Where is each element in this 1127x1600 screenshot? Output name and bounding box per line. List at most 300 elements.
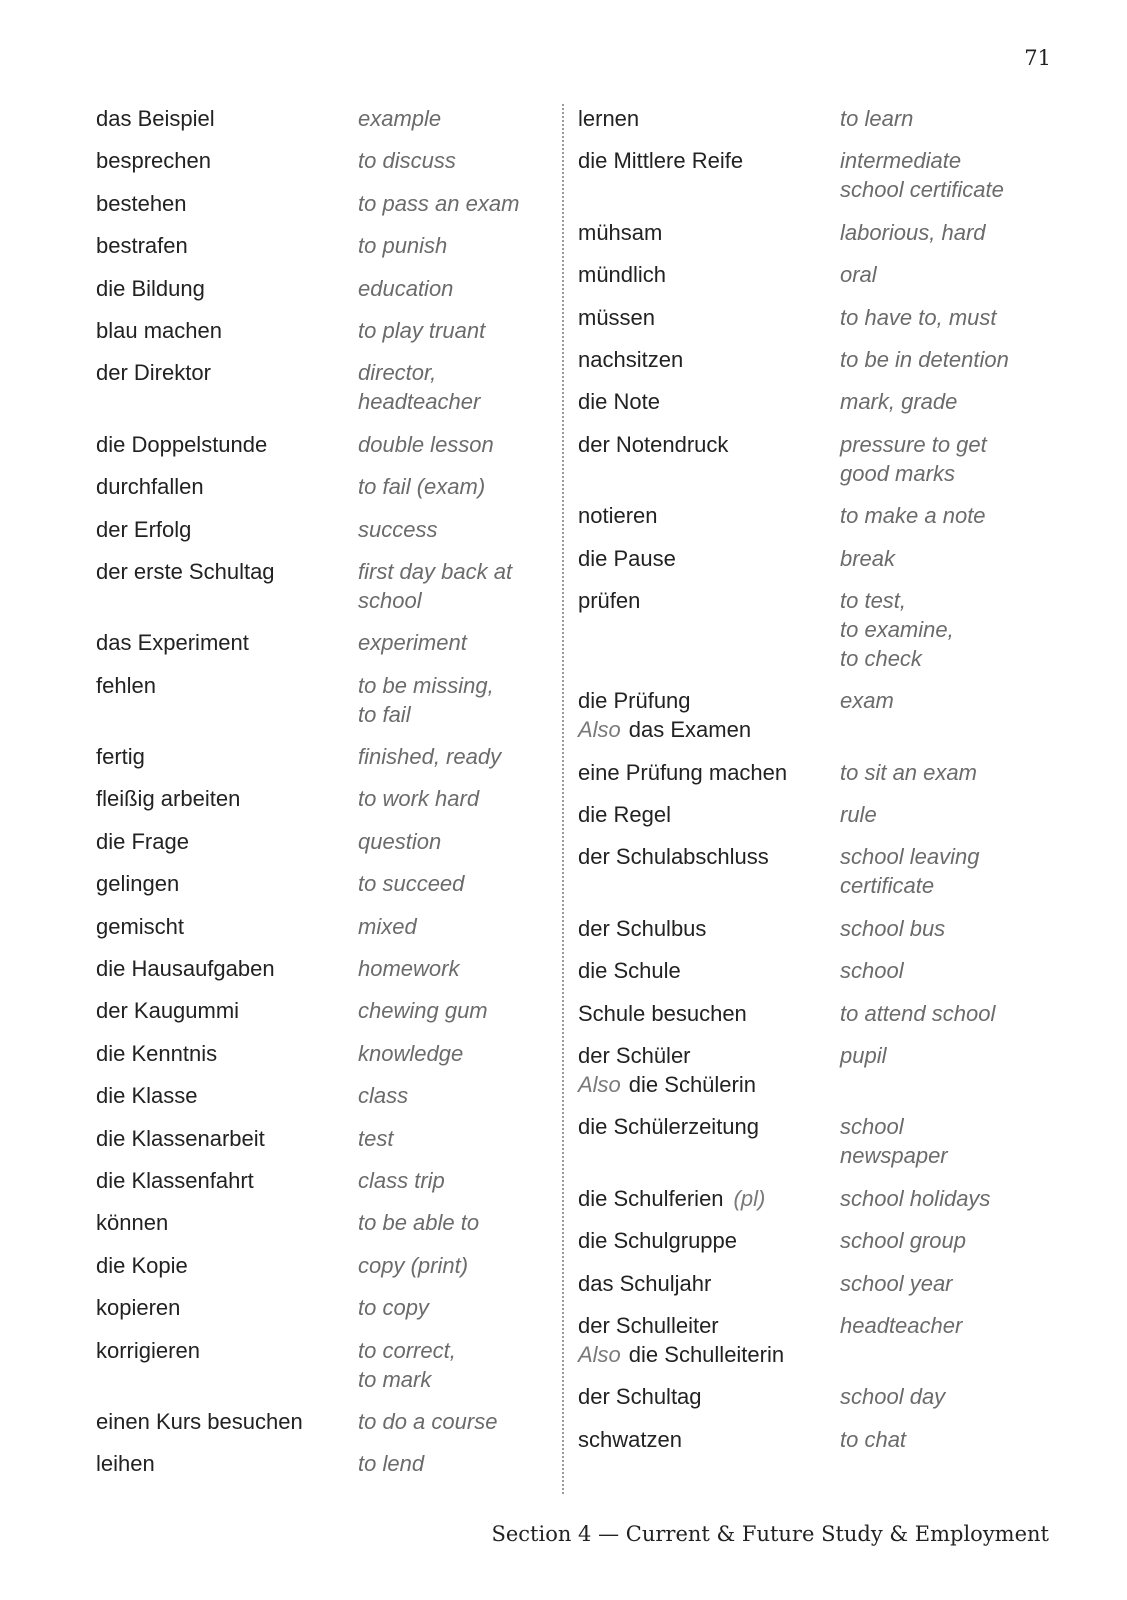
translation-line: experiment [358,630,467,656]
german-word: bestehen [96,190,187,216]
vocab-entry [578,387,1048,416]
german-term [96,742,358,771]
vocab-entry [96,274,546,303]
english-translation [358,472,546,501]
translation-line: headteacher [358,389,481,415]
translation-line: class [358,1083,409,1109]
vocab-entry [578,218,1048,247]
german-term [96,557,358,586]
german-term [578,956,840,985]
german-term [578,758,840,787]
german-word: bestrafen [96,233,188,259]
translation-line: to examine, [840,616,954,642]
vocab-entry [96,1208,546,1237]
german-word: die Hausaufgaben [96,956,275,982]
german-word: mühsam [578,219,663,245]
english-translation [358,1251,546,1280]
translation-line: school group [840,1228,966,1254]
translation-line: to do a course [358,1408,498,1434]
english-translation [358,1449,546,1478]
german-word: der erste Schultag [96,558,275,584]
english-translation [840,345,1048,374]
translation-line: to make a note [840,503,986,529]
german-word: schwatzen [578,1426,682,1452]
english-translation [840,842,1048,900]
vocab-entry [96,472,546,501]
alternative-term [578,1070,840,1099]
also-label: Also [578,1072,621,1098]
german-term [578,218,840,247]
alternative-word: das Examen [628,717,752,743]
translation-line: director, [358,360,437,386]
german-term [96,996,358,1025]
vocab-column-right [578,104,1048,1467]
english-translation [840,1382,1048,1411]
german-word: müssen [578,304,656,330]
vocab-entry [578,758,1048,787]
english-translation [358,996,546,1025]
german-term [578,999,840,1028]
translation-line: first day back at [358,558,513,584]
german-word: der Schulabschluss [578,844,769,870]
translation-line: school bus [840,915,946,941]
translation-line: to work hard [358,786,480,812]
vocab-entry [578,914,1048,943]
translation-line: school [358,587,422,613]
german-term [96,954,358,983]
translation-line: certificate [840,873,935,899]
translation-line: to fail (exam) [358,474,486,500]
german-term [96,1081,358,1110]
german-word: der Schultag [578,1384,702,1410]
translation-line: knowledge [358,1040,464,1066]
german-word: fleißig arbeiten [96,786,241,812]
german-word: leihen [96,1451,155,1477]
translation-line: to discuss [358,148,456,174]
german-word: der Direktor [96,360,211,386]
german-word: mündlich [578,262,667,288]
vocab-entry [578,345,1048,374]
translation-line: school year [840,1270,953,1296]
translation-line: school [840,958,904,984]
german-word: die Schulgruppe [578,1228,738,1254]
german-term [578,800,840,829]
german-word: die Kenntnis [96,1040,218,1066]
german-term [578,104,840,133]
translation-line: to succeed [358,871,465,897]
english-translation [358,146,546,175]
german-term [578,1112,840,1141]
english-translation [840,501,1048,530]
german-term [96,1208,358,1237]
german-term [96,827,358,856]
vocab-entry [578,104,1048,133]
vocab-entry [96,231,546,260]
section-footer: Section 4 — Current & Future Study & Employment [491,1522,1049,1546]
english-translation [358,1336,546,1394]
translation-line: to check [840,645,922,671]
vocab-entry [578,842,1048,900]
english-translation [358,1407,546,1436]
german-term [96,912,358,941]
german-term [96,104,358,133]
german-word: gelingen [96,871,180,897]
translation-line: to chat [840,1426,907,1452]
page-number: 71 [1024,46,1051,70]
translation-line: break [840,545,896,571]
vocab-entry [96,358,546,416]
english-translation [840,1226,1048,1255]
german-term [96,1166,358,1195]
translation-line: class trip [358,1167,445,1193]
german-word: korrigieren [96,1337,200,1363]
german-word: die Schülerzeitung [578,1114,760,1140]
translation-line: to play truant [358,317,486,343]
translation-line: school [840,1114,904,1140]
vocab-entry [96,827,546,856]
english-translation [840,999,1048,1028]
german-term [96,231,358,260]
translation-line: school leaving [840,844,980,870]
vocab-entry [96,189,546,218]
vocab-entry [578,303,1048,332]
german-term [578,914,840,943]
vocab-entry [578,1184,1048,1213]
translation-line: oral [840,262,877,288]
german-term [96,316,358,345]
english-translation [358,274,546,303]
english-translation [840,104,1048,133]
english-translation [358,515,546,544]
translation-line: education [358,275,454,301]
german-term [96,1293,358,1322]
english-translation [358,1124,546,1153]
grammar-note: (pl) [733,1185,766,1211]
translation-line: to correct, [358,1337,456,1363]
english-translation [358,742,546,771]
translation-line: test [358,1125,394,1151]
german-term [96,274,358,303]
translation-line: headteacher [840,1312,963,1338]
english-translation [840,544,1048,573]
english-translation [840,1269,1048,1298]
german-term [96,189,358,218]
vocab-entry [96,557,546,615]
vocab-entry [578,1269,1048,1298]
german-term [96,628,358,657]
german-word: fehlen [96,672,156,698]
vocab-entry [578,430,1048,488]
german-term [578,686,840,744]
translation-line: exam [840,688,894,714]
german-term [578,586,840,615]
english-translation [840,260,1048,289]
german-word: die Doppelstunde [96,431,268,457]
vocab-entry [578,544,1048,573]
translation-line: school certificate [840,177,1004,203]
german-word: die Prüfung [578,688,691,714]
vocab-entry [96,515,546,544]
english-translation [840,430,1048,488]
german-word: die Kopie [96,1252,188,1278]
german-word: die Klassenarbeit [96,1125,265,1151]
german-word: die Note [578,389,660,415]
vocab-entry [96,1449,546,1478]
translation-line: to have to, must [840,304,997,330]
english-translation [358,1039,546,1068]
english-translation [840,586,1048,673]
translation-line: homework [358,956,460,982]
english-translation [840,758,1048,787]
vocab-entry [578,686,1048,744]
german-word: eine Prüfung machen [578,759,788,785]
german-word: der Schüler [578,1043,691,1069]
english-translation [358,869,546,898]
german-term [96,1251,358,1280]
german-word: gemischt [96,913,185,939]
vocab-entry [96,954,546,983]
english-translation [840,303,1048,332]
translation-line: pressure to get [840,431,987,457]
german-word: Schule besuchen [578,1000,747,1026]
translation-line: to attend school [840,1000,996,1026]
german-term [578,260,840,289]
vocab-entry [96,912,546,941]
english-translation [840,1112,1048,1170]
alternative-word: die Schülerin [628,1072,756,1098]
german-word: die Klasse [96,1083,198,1109]
german-term [578,1269,840,1298]
translation-line: mixed [358,913,417,939]
vocab-entry [578,1425,1048,1454]
german-word: notieren [578,503,658,529]
german-word: fertig [96,744,145,770]
german-word: durchfallen [96,474,204,500]
german-word: einen Kurs besuchen [96,1408,303,1434]
english-translation [358,104,546,133]
german-word: das Experiment [96,630,249,656]
alternative-term [578,715,840,744]
translation-line: to fail [358,701,411,727]
german-word: die Schulferien [578,1185,724,1211]
vocab-entry [578,586,1048,673]
translation-line: to lend [358,1451,425,1477]
german-term [578,430,840,459]
vocab-entry [96,1039,546,1068]
english-translation [358,628,546,657]
german-term [96,358,358,387]
translation-line: good marks [840,460,955,486]
vocab-entry [578,260,1048,289]
vocab-entry [96,1124,546,1153]
translation-line: laborious, hard [840,219,986,245]
english-translation [358,954,546,983]
translation-line: to copy [358,1295,429,1321]
english-translation [840,800,1048,829]
vocab-entry [96,146,546,175]
german-word: prüfen [578,587,641,613]
english-translation [840,1311,1048,1340]
translation-line: question [358,828,442,854]
german-word: der Schulbus [578,915,707,941]
translation-line: intermediate [840,148,962,174]
vocab-entry [578,1382,1048,1411]
english-translation [358,316,546,345]
translation-line: to be in detention [840,346,1009,372]
translation-line: mark, grade [840,389,958,415]
translation-line: double lesson [358,431,494,457]
translation-line: to mark [358,1366,432,1392]
german-word: die Regel [578,802,671,828]
translation-line: newspaper [840,1143,948,1169]
vocab-entry [96,1407,546,1436]
translation-line: pupil [840,1043,887,1069]
english-translation [358,1081,546,1110]
english-translation [358,1208,546,1237]
german-term [96,1039,358,1068]
german-word: die Frage [96,828,189,854]
german-word: der Notendruck [578,431,729,457]
german-term [578,842,840,871]
vocab-entry [96,430,546,459]
german-word: die Bildung [96,275,205,301]
alternative-word: die Schulleiterin [628,1341,785,1367]
german-term [578,1311,840,1369]
german-word: die Klassenfahrt [96,1167,254,1193]
german-word: blau machen [96,317,222,343]
translation-line: to be missing, [358,672,494,698]
german-term [578,303,840,332]
english-translation [358,912,546,941]
translation-line: to pass an exam [358,190,520,216]
german-word: das Schuljahr [578,1270,712,1296]
german-term [96,430,358,459]
english-translation [840,218,1048,247]
alternative-term [578,1340,840,1369]
german-term [96,671,358,700]
also-label: Also [578,1341,621,1367]
english-translation [840,686,1048,715]
translation-line: to punish [358,233,448,259]
german-word: der Kaugummi [96,998,240,1024]
vocab-entry [96,316,546,345]
german-word: das Beispiel [96,106,215,131]
vocab-entry [96,1336,546,1394]
translation-line: to be able to [358,1210,480,1236]
vocab-entry [96,1081,546,1110]
translation-line: school holidays [840,1185,991,1211]
german-term [578,345,840,374]
german-term [96,869,358,898]
german-term [96,1407,358,1436]
german-term [578,1382,840,1411]
translation-line: school day [840,1384,946,1410]
english-translation [358,1166,546,1195]
english-translation [358,827,546,856]
german-word: kopieren [96,1295,181,1321]
german-term [96,1336,358,1365]
english-translation [358,671,546,729]
german-word: der Schulleiter [578,1312,719,1338]
english-translation [358,189,546,218]
german-word: die Mittlere Reife [578,148,744,174]
vocab-entry [578,999,1048,1028]
column-divider [562,104,564,1494]
german-word: der Erfolg [96,516,192,542]
vocab-entry [96,1166,546,1195]
vocab-entry [578,501,1048,530]
german-word: lernen [578,106,640,131]
vocab-entry [96,1251,546,1280]
vocab-entry [96,742,546,771]
english-translation [840,1425,1048,1454]
english-translation [840,956,1048,985]
translation-line: to learn [840,106,914,131]
german-term [96,472,358,501]
english-translation [840,1041,1048,1070]
vocab-entry [578,800,1048,829]
also-label: Also [578,717,621,743]
english-translation [358,231,546,260]
english-translation [358,358,546,416]
german-term [578,1425,840,1454]
german-term [578,387,840,416]
english-translation [358,557,546,615]
german-word: die Schule [578,958,681,984]
german-term [578,1184,840,1213]
vocab-column-left [96,104,546,1492]
english-translation [840,914,1048,943]
german-word: die Pause [578,545,676,571]
translation-line: rule [840,802,877,828]
german-term [578,1226,840,1255]
german-term [578,544,840,573]
german-term [96,1449,358,1478]
translation-line: chewing gum [358,998,488,1024]
german-term [96,1124,358,1153]
vocab-entry [96,1293,546,1322]
vocab-entry [96,869,546,898]
translation-line: success [358,516,438,542]
german-term [578,146,840,175]
german-term [578,501,840,530]
vocab-entry [96,996,546,1025]
vocab-entry [578,1226,1048,1255]
german-word: besprechen [96,148,211,174]
english-translation [840,387,1048,416]
english-translation [358,1293,546,1322]
translation-line: to test, [840,587,907,613]
vocab-entry [96,671,546,729]
german-term [96,515,358,544]
german-word: können [96,1210,169,1236]
german-term [96,784,358,813]
translation-line: finished, ready [358,744,502,770]
vocab-entry [578,146,1048,204]
translation-line: to sit an exam [840,759,977,785]
vocab-entry [578,1041,1048,1099]
german-term [578,1041,840,1099]
translation-line: example [358,106,442,131]
vocab-entry [96,628,546,657]
vocab-entry [578,956,1048,985]
vocab-entry [578,1311,1048,1369]
vocab-entry [96,104,546,133]
english-translation [840,1184,1048,1213]
vocab-entry [578,1112,1048,1170]
vocab-entry [96,784,546,813]
german-term [96,146,358,175]
